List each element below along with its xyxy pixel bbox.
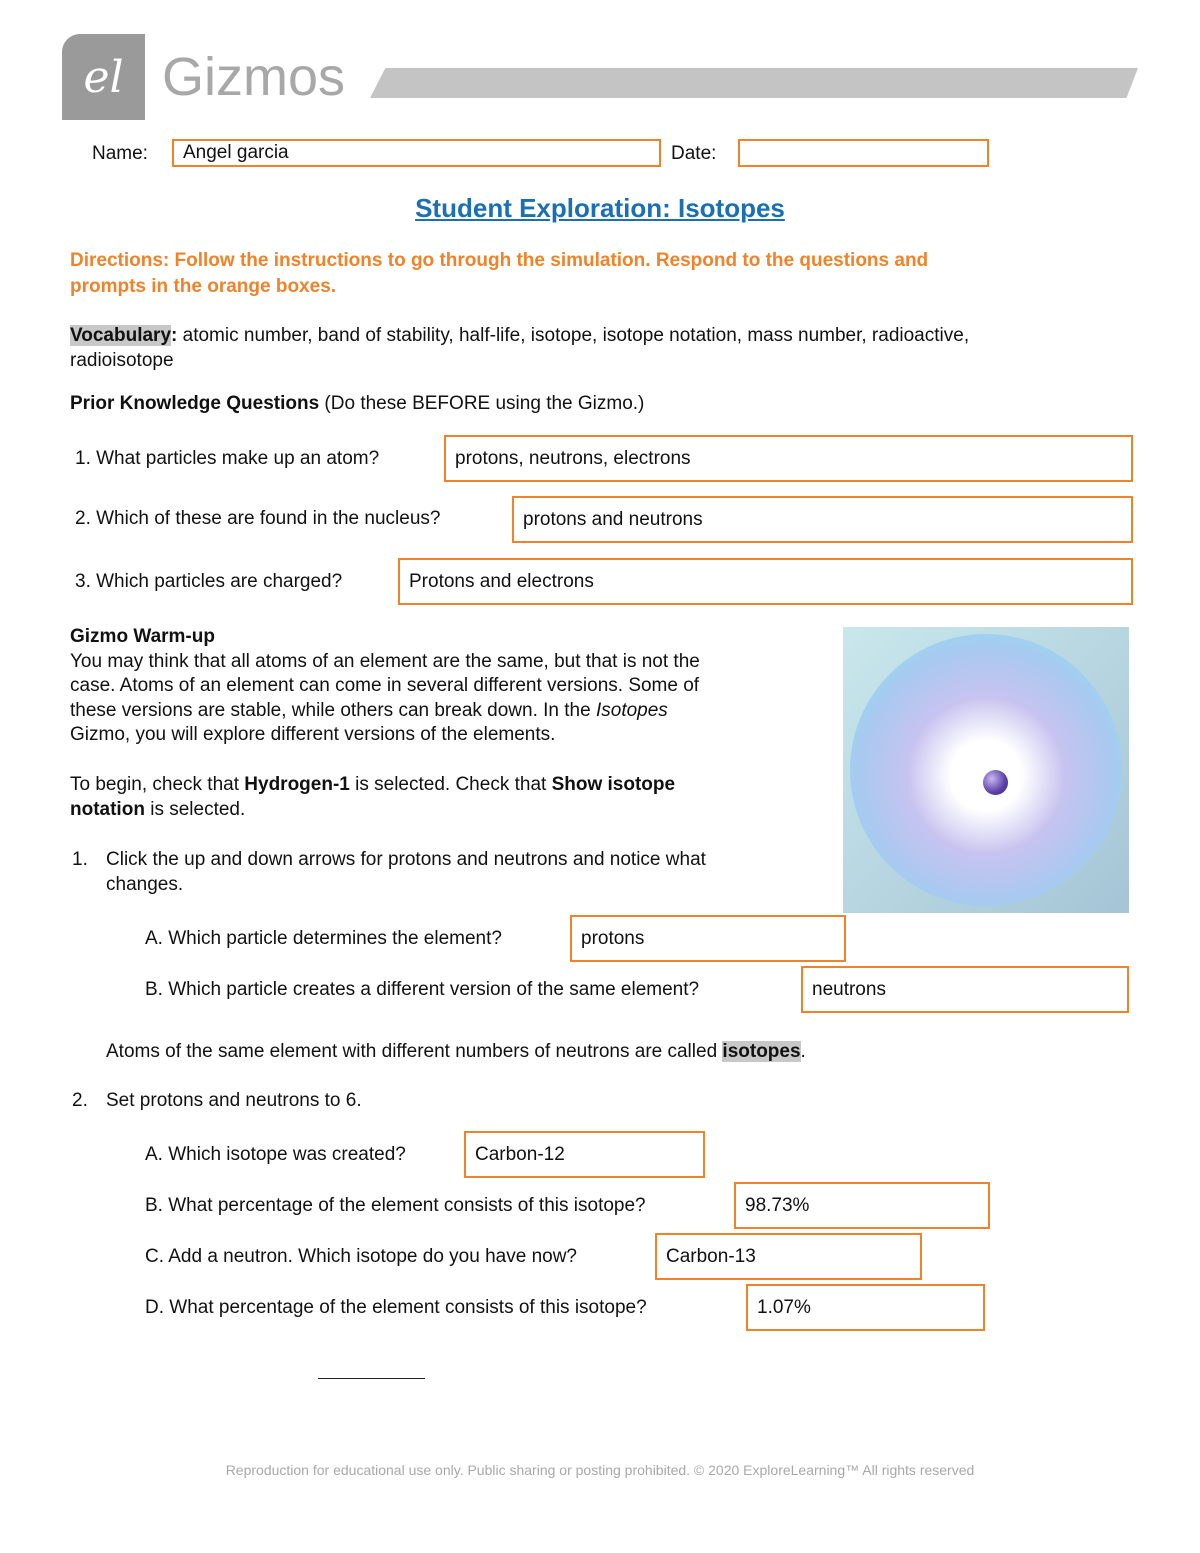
nucleus-proton <box>983 770 1008 795</box>
hydrogen-1: Hydrogen-1 <box>244 774 350 795</box>
q2d-answer[interactable]: 1.07% <box>746 1284 985 1331</box>
warmup-para-1: You may think that all atoms of an element are the same, but that is not the <box>70 651 700 672</box>
q2-number: 2. <box>72 1090 88 1111</box>
begin-line-1 <box>70 774 675 796</box>
q2c-question: C. Add a neutron. Which isotope do you have now? <box>145 1246 577 1267</box>
q1a-answer[interactable]: protons <box>570 915 846 962</box>
note-end: . <box>800 1041 806 1062</box>
warmup-heading: Gizmo Warm-up <box>70 626 215 647</box>
q2a-answer[interactable]: Carbon-12 <box>464 1131 705 1178</box>
q1-number: 1. <box>72 849 88 870</box>
notation: notation <box>70 799 145 820</box>
q2b-question: B. What percentage of the element consists of this isotope? <box>145 1195 646 1216</box>
begin-text-3: is selected. <box>144 799 246 820</box>
prior-question-1: 1. What particles make up an atom? <box>75 448 380 469</box>
directions-line-2: prompts in the orange boxes. <box>70 276 337 297</box>
gizmo-name: Isotopes <box>595 700 668 721</box>
vocabulary <box>70 325 969 347</box>
isotopes-term: isotopes <box>722 1041 801 1062</box>
date-field[interactable] <box>738 139 989 167</box>
isotopes-note <box>106 1041 806 1063</box>
logo-mark: el <box>62 34 145 120</box>
date-label: Date: <box>671 143 717 164</box>
header-bar <box>370 68 1138 98</box>
vocabulary-label: Vocabulary <box>70 325 172 346</box>
divider-line <box>318 1378 425 1379</box>
warmup-para-2: case. Atoms of an element can come in several different versions. Some of <box>70 675 700 696</box>
page-title: Student Exploration: Isotopes <box>415 193 785 223</box>
vocabulary-colon: : <box>171 325 178 346</box>
q1-text-2: changes. <box>106 874 184 895</box>
electron-cloud <box>850 634 1122 906</box>
prior-answer-1[interactable]: protons, neutrons, electrons <box>444 435 1133 482</box>
show-isotope: Show isotope <box>551 774 676 795</box>
begin-text: To begin, check that <box>70 774 245 795</box>
name-field[interactable]: Angel garcia <box>172 139 661 167</box>
prior-answer-3[interactable]: Protons and electrons <box>398 558 1133 605</box>
name-label: Name: <box>92 143 148 164</box>
q2c-answer[interactable]: Carbon-13 <box>655 1233 922 1280</box>
q2d-question: D. What percentage of the element consists of this isotope? <box>145 1297 647 1318</box>
prior-answer-2[interactable]: protons and neutrons <box>512 496 1133 543</box>
prior-question-3: 3. Which particles are charged? <box>75 571 343 592</box>
prior-knowledge-heading <box>70 393 644 415</box>
q1a-question: A. Which particle determines the element? <box>145 928 502 949</box>
directions-line-1: Directions: Follow the instructions to go through the simulation. Respond to the questions and <box>70 250 929 271</box>
begin-text-2: is selected. Check that <box>349 774 552 795</box>
warmup-para-3 <box>70 700 668 722</box>
prior-note: (Do these BEFORE using the Gizmo.) <box>319 393 645 414</box>
warmup-text: these versions are stable, while others can break down. In the <box>70 700 596 721</box>
q2-text: Set protons and neutrons to 6. <box>106 1090 362 1111</box>
note-text: Atoms of the same element with different numbers of neutrons are called <box>106 1041 723 1062</box>
begin-line-2 <box>70 799 245 821</box>
q1b-answer[interactable]: neutrons <box>801 966 1129 1013</box>
vocabulary-line-2: radioisotope <box>70 350 174 371</box>
prior-heading: Prior Knowledge Questions <box>70 393 320 414</box>
logo-text: Gizmos <box>162 47 346 107</box>
q2a-question: A. Which isotope was created? <box>145 1144 406 1165</box>
footer-copyright: Reproduction for educational use only. Public sharing or posting prohibited. © 2020 ExploreLearning™ All rights reserved <box>225 1462 975 1478</box>
q1-text-1: Click the up and down arrows for protons and neutrons and notice what <box>106 849 706 870</box>
q2b-answer[interactable]: 98.73% <box>734 1182 990 1229</box>
q1b-question: B. Which particle creates a different version of the same element? <box>145 979 700 1000</box>
warmup-para-4: Gizmo, you will explore different versions of the elements. <box>70 724 556 745</box>
vocabulary-list: atomic number, band of stability, half-life, isotope, isotope notation, mass number, radioactive, <box>177 325 970 346</box>
prior-question-2: 2. Which of these are found in the nucleus? <box>75 508 441 529</box>
atom-image <box>843 627 1129 913</box>
